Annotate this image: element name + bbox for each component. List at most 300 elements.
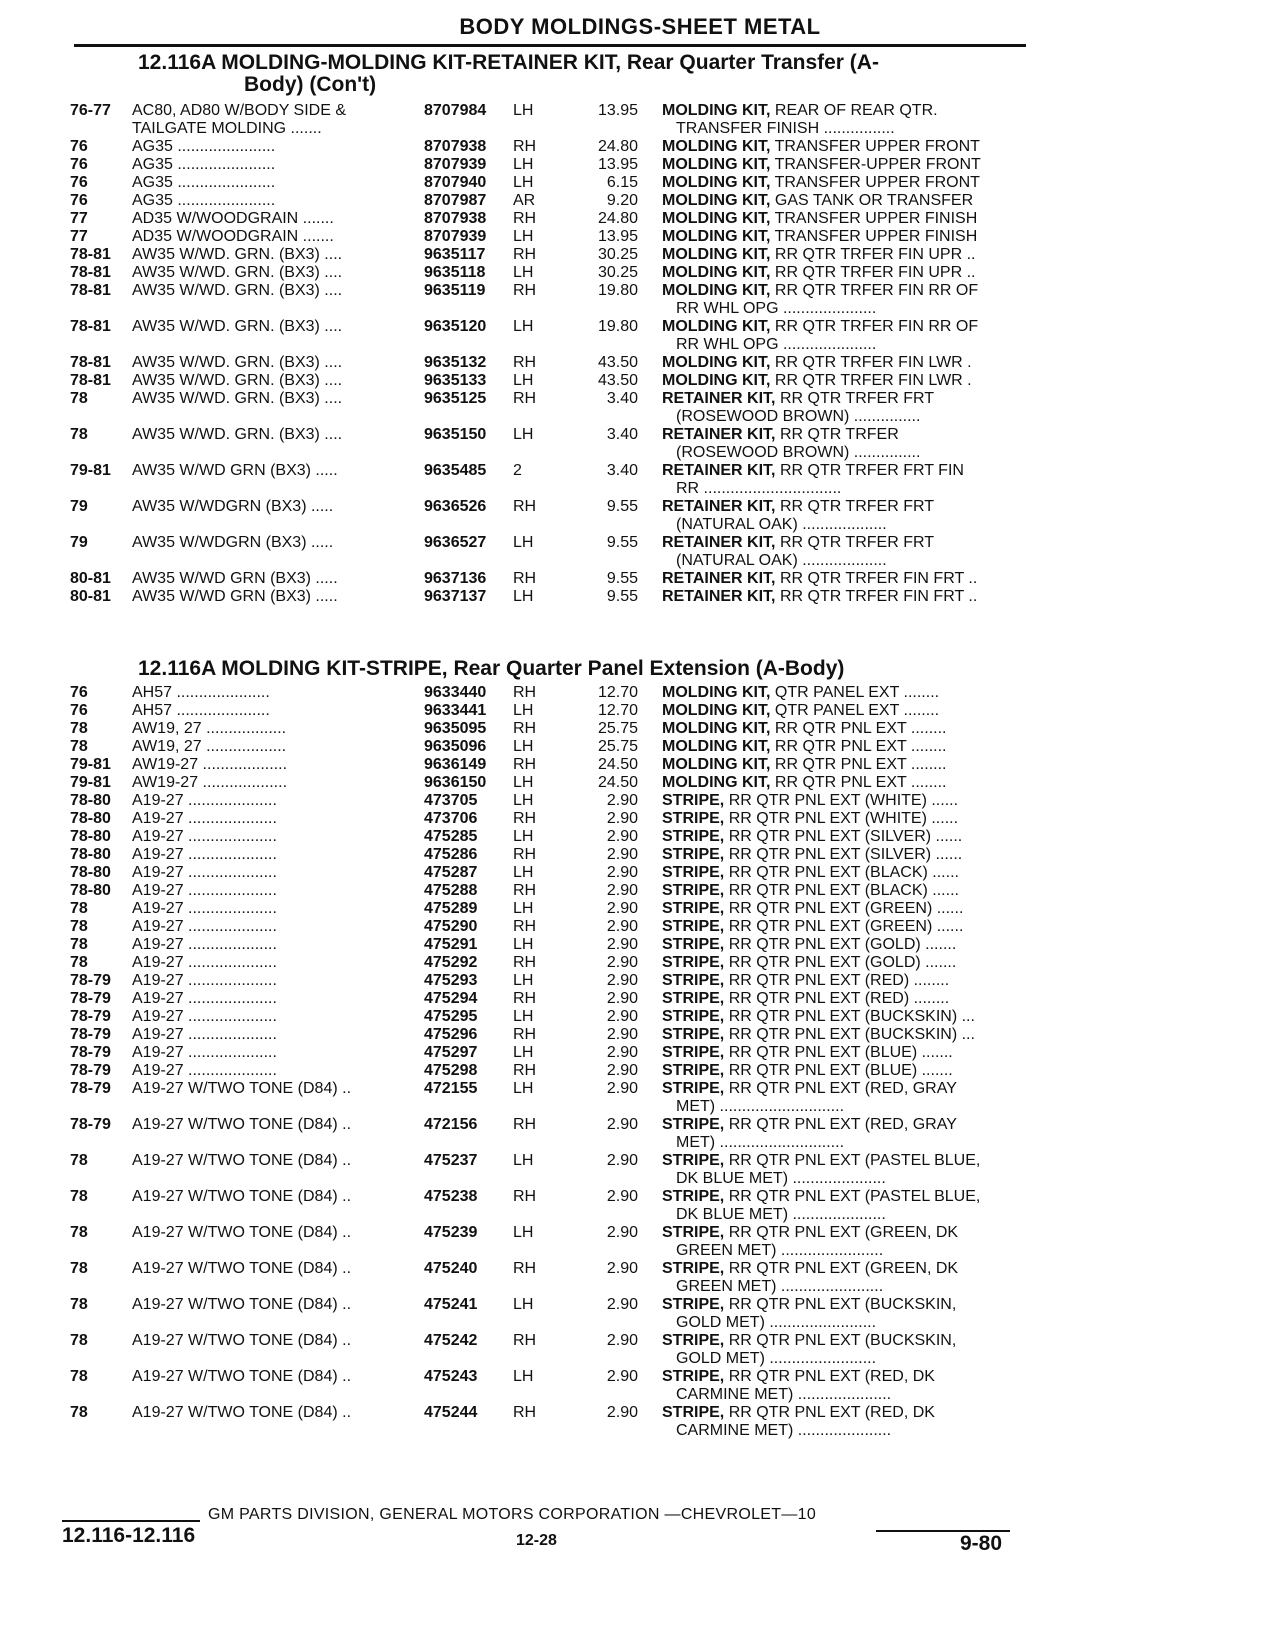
row-part-number: 475241 xyxy=(424,1296,478,1313)
row-side: RH xyxy=(513,990,537,1007)
row-model: A19-27 .................... xyxy=(132,972,277,989)
table-row xyxy=(0,936,1280,954)
row-part-number: 475244 xyxy=(424,1404,478,1421)
row-year: 78 xyxy=(70,1260,88,1277)
row-description-cont: (NATURAL OAK) ................... xyxy=(676,552,887,569)
row-price: 2.90 xyxy=(606,918,638,935)
table-row xyxy=(0,228,1280,246)
row-model: AW19, 27 .................. xyxy=(132,720,287,737)
row-description-type: RETAINER KIT, xyxy=(662,462,776,479)
row-part-number: 8707939 xyxy=(424,228,487,245)
row-price: 43.50 xyxy=(597,372,638,389)
row-description-cont: (ROSEWOOD BROWN) ............... xyxy=(676,444,921,461)
table-row xyxy=(0,1062,1280,1080)
row-description xyxy=(662,282,978,300)
row-price: 30.25 xyxy=(597,246,638,263)
row-part-number: 8707987 xyxy=(424,192,487,209)
row-description-text: RR QTR PNL EXT ........ xyxy=(774,756,947,773)
row-model: A19-27 .................... xyxy=(132,936,277,953)
row-description-cont: CARMINE MET) ..................... xyxy=(676,1422,892,1439)
row-side: RH xyxy=(513,1062,537,1079)
table-row xyxy=(0,1260,1280,1296)
row-description-text: RR QTR PNL EXT (GREEN, DK xyxy=(728,1260,959,1277)
row-side: AR xyxy=(513,192,536,209)
row-year: 78 xyxy=(70,954,88,971)
row-model: AG35 ...................... xyxy=(132,192,276,209)
table-row xyxy=(0,1296,1280,1332)
row-description xyxy=(662,990,949,1008)
row-description xyxy=(662,354,972,372)
row-year: 79-81 xyxy=(70,462,111,479)
row-part-number: 473705 xyxy=(424,792,478,809)
row-description-cont: RR WHL OPG ..................... xyxy=(676,300,877,317)
row-description xyxy=(662,756,946,774)
row-price: 2.90 xyxy=(606,1224,638,1241)
row-description-type: RETAINER KIT, xyxy=(662,498,776,515)
row-side: LH xyxy=(513,1044,534,1061)
row-price: 2.90 xyxy=(606,1062,638,1079)
row-year: 78-80 xyxy=(70,882,111,899)
row-description-type: RETAINER KIT, xyxy=(662,426,776,443)
row-side: LH xyxy=(513,1152,534,1169)
row-description-type: MOLDING KIT, xyxy=(662,354,771,371)
row-description xyxy=(662,792,958,810)
row-part-number: 475293 xyxy=(424,972,478,989)
row-side: LH xyxy=(513,318,534,335)
row-description-type: STRIPE, xyxy=(662,990,725,1007)
row-description-text: RR QTR PNL EXT (RED) ........ xyxy=(728,972,950,989)
section1-title xyxy=(138,52,879,96)
row-price: 2.90 xyxy=(606,1260,638,1277)
row-description-text: RR QTR PNL EXT (PASTEL BLUE, xyxy=(728,1188,981,1205)
row-price: 12.70 xyxy=(597,684,638,701)
row-description xyxy=(662,1044,953,1062)
row-description-text: RR QTR PNL EXT (BLACK) ...... xyxy=(728,882,959,899)
row-description-type: STRIPE, xyxy=(662,918,725,935)
row-description xyxy=(662,882,959,900)
row-year: 78 xyxy=(70,1152,88,1169)
row-description-text: RR QTR PNL EXT (GOLD) ....... xyxy=(728,954,957,971)
row-description xyxy=(662,846,962,864)
row-part-number: 9633441 xyxy=(424,702,487,719)
row-description xyxy=(662,864,959,882)
row-side: LH xyxy=(513,864,534,881)
row-part-number: 9635119 xyxy=(424,282,486,299)
row-year: 78-80 xyxy=(70,828,111,845)
row-description-text: RR QTR PNL EXT (BUCKSKIN, xyxy=(728,1332,957,1349)
row-year: 78-79 xyxy=(70,972,111,989)
row-side: LH xyxy=(513,900,534,917)
row-price: 6.15 xyxy=(606,174,638,191)
row-description-text: TRANSFER UPPER FINISH xyxy=(774,228,978,245)
row-description-cont: MET) ............................ xyxy=(676,1098,845,1115)
row-side: LH xyxy=(513,738,534,755)
table-row xyxy=(0,774,1280,792)
row-part-number: 475286 xyxy=(424,846,478,863)
row-description xyxy=(662,138,980,156)
row-year: 78 xyxy=(70,1404,88,1421)
row-part-number: 9635118 xyxy=(424,264,486,281)
header-rule xyxy=(74,44,1026,47)
row-description-type: STRIPE, xyxy=(662,1008,725,1025)
table-row xyxy=(0,174,1280,192)
footer-page-number: 12-28 xyxy=(516,1532,557,1549)
row-year: 78 xyxy=(70,1332,88,1349)
row-side: RH xyxy=(513,210,537,227)
row-year: 78-81 xyxy=(70,246,111,263)
table-row xyxy=(0,972,1280,990)
row-side: RH xyxy=(513,810,537,827)
row-side: LH xyxy=(513,174,534,191)
row-description-text: QTR PANEL EXT ........ xyxy=(774,684,940,701)
row-description-cont: CARMINE MET) ..................... xyxy=(676,1386,892,1403)
row-side: RH xyxy=(513,498,537,515)
row-description-cont: GOLD MET) ........................ xyxy=(676,1350,877,1367)
row-description xyxy=(662,318,978,336)
row-description-type: MOLDING KIT, xyxy=(662,282,771,299)
table-row xyxy=(0,1026,1280,1044)
row-side: LH xyxy=(513,1008,534,1025)
row-side: LH xyxy=(513,372,534,389)
row-description-text: RR QTR TRFER FRT xyxy=(779,390,935,407)
row-description-type: STRIPE, xyxy=(662,1260,725,1277)
row-year: 76 xyxy=(70,684,88,701)
row-description xyxy=(662,426,899,444)
row-description-text: RR QTR PNL EXT ........ xyxy=(774,738,947,755)
row-model: AW35 W/WD. GRN. (BX3) .... xyxy=(132,354,343,371)
row-side: RH xyxy=(513,138,537,155)
row-description-text: RR QTR PNL EXT ........ xyxy=(774,774,947,791)
row-description-type: STRIPE, xyxy=(662,792,725,809)
row-price: 3.40 xyxy=(606,462,638,479)
row-description-text: RR QTR PNL EXT (BUCKSKIN, xyxy=(728,1296,957,1313)
row-description-text: RR QTR TRFER FIN UPR .. xyxy=(774,246,976,263)
row-price: 9.55 xyxy=(606,534,638,551)
row-description xyxy=(662,1026,975,1044)
row-description-text: RR QTR TRFER FRT FIN xyxy=(779,462,964,479)
row-part-number: 9636150 xyxy=(424,774,487,791)
row-description xyxy=(662,390,934,408)
row-price: 2.90 xyxy=(606,1080,638,1097)
row-year: 76 xyxy=(70,174,88,191)
row-side: RH xyxy=(513,954,537,971)
table-row xyxy=(0,720,1280,738)
row-description xyxy=(662,1116,957,1134)
row-model: AW35 W/WDGRN (BX3) ..... xyxy=(132,498,334,515)
row-description-type: MOLDING KIT, xyxy=(662,720,771,737)
row-price: 2.90 xyxy=(606,1026,638,1043)
row-description xyxy=(662,918,963,936)
row-model: AG35 ...................... xyxy=(132,156,276,173)
row-model: AD35 W/WOODGRAIN ....... xyxy=(132,210,334,227)
row-description xyxy=(662,1008,975,1026)
table-row xyxy=(0,534,1280,570)
table-row xyxy=(0,1008,1280,1026)
row-description-type: STRIPE, xyxy=(662,1224,725,1241)
row-price: 9.55 xyxy=(606,570,638,587)
row-description xyxy=(662,720,946,738)
row-description-text: RR QTR PNL EXT (RED, DK xyxy=(728,1368,935,1385)
row-side: LH xyxy=(513,1080,534,1097)
section1-title-line1: 12.116A MOLDING-MOLDING KIT-RETAINER KIT, Rear Quarter Transfer (A- xyxy=(138,51,879,74)
table-row xyxy=(0,156,1280,174)
table-row xyxy=(0,354,1280,372)
row-description xyxy=(662,588,977,606)
row-model: AD35 W/WOODGRAIN ....... xyxy=(132,228,334,245)
row-description-text: RR QTR PNL EXT (RED) ........ xyxy=(728,990,950,1007)
row-side: LH xyxy=(513,774,534,791)
row-year: 78-79 xyxy=(70,1116,111,1133)
row-price: 19.80 xyxy=(597,318,638,335)
table-row xyxy=(0,192,1280,210)
row-part-number: 475238 xyxy=(424,1188,478,1205)
row-description-text: RR QTR PNL EXT (PASTEL BLUE, xyxy=(728,1152,981,1169)
row-description-text: RR QTR PNL EXT (BLUE) ....... xyxy=(728,1062,953,1079)
row-model: AG35 ...................... xyxy=(132,174,276,191)
row-description-text: RR QTR PNL EXT (RED, GRAY xyxy=(728,1080,957,1097)
row-description-type: STRIPE, xyxy=(662,1296,725,1313)
row-year: 78 xyxy=(70,1296,88,1313)
row-description xyxy=(662,102,938,120)
row-side: LH xyxy=(513,102,534,119)
row-description-text: RR QTR PNL EXT (GOLD) ....... xyxy=(728,936,957,953)
row-model: A19-27 W/TWO TONE (D84) .. xyxy=(132,1224,352,1241)
row-description-type: RETAINER KIT, xyxy=(662,390,776,407)
row-part-number: 475237 xyxy=(424,1152,478,1169)
row-year: 78-79 xyxy=(70,1062,111,1079)
row-side: LH xyxy=(513,1224,534,1241)
row-model: AW35 W/WD. GRN. (BX3) .... xyxy=(132,264,343,281)
row-model: AW35 W/WD. GRN. (BX3) .... xyxy=(132,246,343,263)
row-model: A19-27 .................... xyxy=(132,954,277,971)
footer-date-code: 9-80 xyxy=(960,1532,1003,1555)
row-price: 2.90 xyxy=(606,882,638,899)
row-year: 78 xyxy=(70,738,88,755)
table-row xyxy=(0,372,1280,390)
row-description-cont: GOLD MET) ........................ xyxy=(676,1314,877,1331)
row-description-text: RR QTR PNL EXT (RED, DK xyxy=(728,1404,935,1421)
row-price: 2.90 xyxy=(606,972,638,989)
row-description-text: RR QTR TRFER FRT xyxy=(779,534,935,551)
row-part-number: 475297 xyxy=(424,1044,478,1061)
row-price: 9.55 xyxy=(606,498,638,515)
table-row xyxy=(0,390,1280,426)
row-model: AW35 W/WD GRN (BX3) ..... xyxy=(132,462,338,479)
row-model: AW19, 27 .................. xyxy=(132,738,287,755)
row-year: 78-81 xyxy=(70,354,111,371)
row-description-text: RR QTR PNL EXT (RED, GRAY xyxy=(728,1116,957,1133)
row-description-type: RETAINER KIT, xyxy=(662,534,776,551)
row-part-number: 9635485 xyxy=(424,462,487,479)
row-side: LH xyxy=(513,534,534,551)
row-side: RH xyxy=(513,720,537,737)
row-part-number: 9635096 xyxy=(424,738,487,755)
row-description-cont: RR WHL OPG ..................... xyxy=(676,336,877,353)
table-row xyxy=(0,318,1280,354)
row-part-number: 9635132 xyxy=(424,354,487,371)
row-part-number: 475287 xyxy=(424,864,478,881)
row-price: 25.75 xyxy=(597,720,638,737)
row-price: 13.95 xyxy=(597,102,638,119)
row-price: 9.55 xyxy=(606,588,638,605)
row-year: 76 xyxy=(70,192,88,209)
row-description-type: MOLDING KIT, xyxy=(662,684,771,701)
row-price: 2.90 xyxy=(606,1008,638,1025)
row-description xyxy=(662,174,980,192)
row-description-type: MOLDING KIT, xyxy=(662,102,771,119)
row-description-type: MOLDING KIT, xyxy=(662,756,771,773)
row-description-text: RR QTR PNL EXT (BLUE) ....... xyxy=(728,1044,953,1061)
row-description-cont: DK BLUE MET) ..................... xyxy=(676,1170,886,1187)
row-price: 19.80 xyxy=(597,282,638,299)
table-row xyxy=(0,264,1280,282)
row-year: 78 xyxy=(70,1368,88,1385)
row-side: LH xyxy=(513,264,534,281)
row-description-cont: (ROSEWOOD BROWN) ............... xyxy=(676,408,921,425)
row-description-type: MOLDING KIT, xyxy=(662,318,771,335)
row-model: AW35 W/WDGRN (BX3) ..... xyxy=(132,534,334,551)
row-description-text: TRANSFER-UPPER FRONT xyxy=(774,156,981,173)
row-description xyxy=(662,972,949,990)
footer-text: GM PARTS DIVISION, GENERAL MOTORS CORPORATION —CHEVROLET—10 xyxy=(208,1506,817,1523)
row-year: 76 xyxy=(70,138,88,155)
row-year: 79-81 xyxy=(70,774,111,791)
row-price: 2.90 xyxy=(606,1152,638,1169)
row-description-type: MOLDING KIT, xyxy=(662,192,771,209)
row-year: 78-81 xyxy=(70,372,111,389)
row-part-number: 475295 xyxy=(424,1008,478,1025)
row-description-cont: GREEN MET) ....................... xyxy=(676,1278,884,1295)
row-part-number: 9635117 xyxy=(424,246,486,263)
table-row xyxy=(0,1332,1280,1368)
row-description-text: QTR PANEL EXT ........ xyxy=(774,702,940,719)
row-description-cont: DK BLUE MET) ..................... xyxy=(676,1206,886,1223)
row-model: A19-27 .................... xyxy=(132,1026,277,1043)
row-price: 24.50 xyxy=(597,756,638,773)
row-price: 24.80 xyxy=(597,210,638,227)
row-description-type: STRIPE, xyxy=(662,846,725,863)
row-description xyxy=(662,246,975,264)
row-price: 2.90 xyxy=(606,846,638,863)
row-side: RH xyxy=(513,390,537,407)
row-year: 78 xyxy=(70,936,88,953)
row-description-text: RR QTR PNL EXT ........ xyxy=(774,720,947,737)
row-description xyxy=(662,1404,935,1422)
table-row xyxy=(0,828,1280,846)
table-row xyxy=(0,990,1280,1008)
row-model: A19-27 W/TWO TONE (D84) .. xyxy=(132,1404,352,1421)
row-description xyxy=(662,684,939,702)
row-side: LH xyxy=(513,588,534,605)
row-side: LH xyxy=(513,1296,534,1313)
row-part-number: 475288 xyxy=(424,882,478,899)
table-row xyxy=(0,1224,1280,1260)
row-description-type: STRIPE, xyxy=(662,1152,725,1169)
row-price: 2.90 xyxy=(606,954,638,971)
row-description-type: STRIPE, xyxy=(662,1188,725,1205)
row-model: A19-27 .................... xyxy=(132,792,277,809)
row-description-type: MOLDING KIT, xyxy=(662,138,771,155)
row-model: AW35 W/WD GRN (BX3) ..... xyxy=(132,570,338,587)
row-model: A19-27 .................... xyxy=(132,864,277,881)
row-model: A19-27 .................... xyxy=(132,810,277,827)
row-year: 78-81 xyxy=(70,318,111,335)
table-row xyxy=(0,810,1280,828)
row-side: LH xyxy=(513,792,534,809)
row-year: 76 xyxy=(70,702,88,719)
row-year: 78-80 xyxy=(70,864,111,881)
row-model: A19-27 .................... xyxy=(132,1062,277,1079)
row-description-type: STRIPE, xyxy=(662,1368,725,1385)
row-description-text: RR QTR PNL EXT (BUCKSKIN) ... xyxy=(728,1008,975,1025)
row-model: A19-27 W/TWO TONE (D84) .. xyxy=(132,1116,352,1133)
row-part-number: 9633440 xyxy=(424,684,487,701)
row-description xyxy=(662,774,946,792)
row-year: 78-79 xyxy=(70,1008,111,1025)
table-row xyxy=(0,900,1280,918)
table-row xyxy=(0,756,1280,774)
row-description-type: STRIPE, xyxy=(662,1044,725,1061)
row-model: A19-27 W/TWO TONE (D84) .. xyxy=(132,1296,352,1313)
row-description-text: RR QTR PNL EXT (GREEN) ...... xyxy=(728,900,964,917)
row-part-number: 9637136 xyxy=(424,570,487,587)
row-part-number: 475242 xyxy=(424,1332,478,1349)
row-description-text: RR QTR PNL EXT (GREEN, DK xyxy=(728,1224,959,1241)
row-description xyxy=(662,936,956,954)
row-description xyxy=(662,900,963,918)
row-price: 24.50 xyxy=(597,774,638,791)
row-price: 2.90 xyxy=(606,1188,638,1205)
table-row xyxy=(0,588,1280,606)
row-year: 78 xyxy=(70,720,88,737)
row-description-type: STRIPE, xyxy=(662,1062,725,1079)
row-description xyxy=(662,1224,958,1242)
row-description xyxy=(662,156,981,174)
table-row xyxy=(0,1116,1280,1152)
row-description-text: RR QTR PNL EXT (SILVER) ...... xyxy=(728,846,963,863)
row-side: LH xyxy=(513,972,534,989)
row-description-type: MOLDING KIT, xyxy=(662,174,771,191)
row-description xyxy=(662,1260,958,1278)
row-year: 76-77 xyxy=(70,102,111,119)
row-price: 13.95 xyxy=(597,156,638,173)
table-row xyxy=(0,462,1280,498)
row-model: AW35 W/WD. GRN. (BX3) .... xyxy=(132,426,343,443)
row-description-text: RR QTR TRFER xyxy=(779,426,899,443)
row-side: RH xyxy=(513,684,537,701)
row-model: A19-27 W/TWO TONE (D84) .. xyxy=(132,1332,352,1349)
row-description-text: RR QTR PNL EXT (WHITE) ...... xyxy=(728,810,959,827)
row-price: 12.70 xyxy=(597,702,638,719)
row-part-number: 475298 xyxy=(424,1062,478,1079)
row-year: 78-79 xyxy=(70,1080,111,1097)
table-row xyxy=(0,702,1280,720)
row-model: A19-27 W/TWO TONE (D84) .. xyxy=(132,1260,352,1277)
row-description-type: MOLDING KIT, xyxy=(662,372,771,389)
row-part-number: 472156 xyxy=(424,1116,478,1133)
row-part-number: 473706 xyxy=(424,810,478,827)
row-price: 2.90 xyxy=(606,990,638,1007)
row-side: RH xyxy=(513,246,537,263)
row-part-number: 9637137 xyxy=(424,588,487,605)
row-part-number: 475240 xyxy=(424,1260,478,1277)
row-description xyxy=(662,228,977,246)
row-price: 2.90 xyxy=(606,936,638,953)
row-description-text: RR QTR PNL EXT (BUCKSKIN) ... xyxy=(728,1026,975,1043)
table-row xyxy=(0,138,1280,156)
row-side: LH xyxy=(513,936,534,953)
row-description xyxy=(662,1368,935,1386)
